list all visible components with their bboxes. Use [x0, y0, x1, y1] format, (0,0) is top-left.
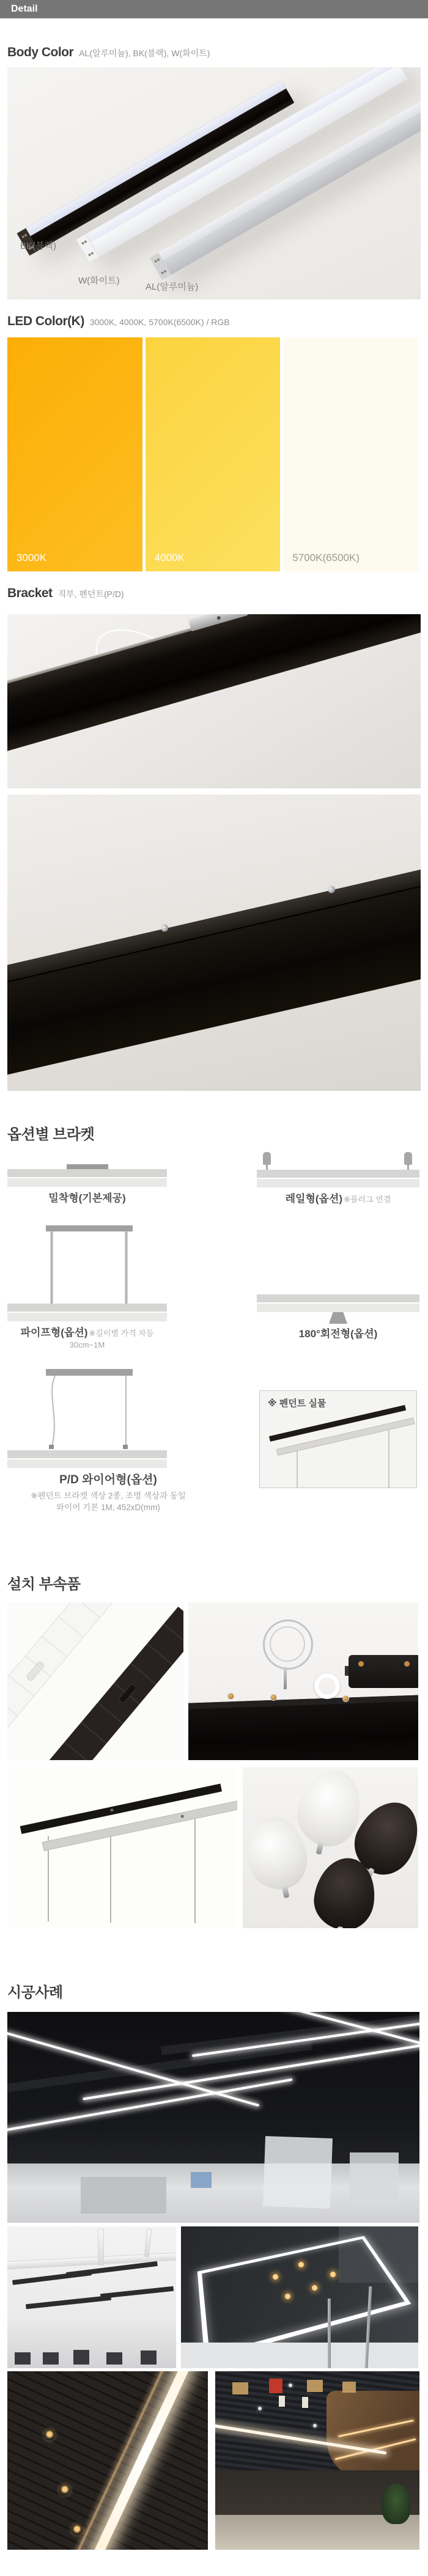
cases-heading — [7, 1980, 63, 2002]
diagram-label: 레일형(옵션) — [285, 1193, 343, 1205]
track-adapter — [349, 1655, 418, 1688]
wavy-wire — [46, 1376, 61, 1448]
downlight — [258, 2407, 262, 2410]
diagram-note-2: 30cm~1M — [69, 1340, 105, 1349]
black-fixture-back — [7, 858, 421, 1081]
accessory-photo-pendant-plates — [7, 1767, 237, 1928]
label-w: W(화이트) — [78, 276, 120, 286]
body-color-heading — [7, 45, 210, 60]
fixture-bar-top — [257, 1170, 419, 1178]
copper-screw — [270, 1694, 277, 1701]
swatch-label: 3000K — [17, 552, 47, 563]
menu-board — [302, 2397, 308, 2408]
fixture-bar-bottom — [7, 1313, 167, 1321]
detail-header-title: Detail — [11, 4, 38, 14]
diagram-pipe-type — [7, 1225, 167, 1354]
shelf-shape — [81, 2177, 166, 2214]
fixture-bar-bottom — [257, 1179, 419, 1187]
ceiling-mount-bar — [46, 1369, 133, 1376]
wire-anchor-pin — [284, 1667, 287, 1689]
white-wall — [181, 2343, 418, 2368]
case-photo-office-grid — [7, 2012, 419, 2223]
bracket-title: Bracket — [7, 586, 53, 600]
recessed-spotlight — [44, 2429, 55, 2440]
led-color-title: LED Color(K) — [7, 314, 84, 328]
case-photo-mall-corridor — [215, 2371, 419, 2550]
pd-note-1: ※펜던트 브라켓 색상 2종, 조명 색상과 동일 — [31, 1491, 186, 1500]
led-color-heading — [7, 314, 230, 329]
shelf-shape — [263, 2136, 333, 2209]
ceiling-pipe — [144, 2229, 152, 2258]
plug-icon — [263, 1152, 271, 1165]
plug-icon — [404, 1152, 412, 1165]
fixture-top-edge — [7, 614, 421, 695]
option-bracket-title: 옵션별 브라켓 — [7, 1126, 95, 1143]
black-fixture-body — [7, 614, 421, 757]
straight-wire — [125, 1376, 127, 1448]
downlight — [313, 2424, 317, 2427]
pd-note-2: 와이어 기본 1M, 452xD(mm) — [56, 1503, 160, 1512]
accessory-photo-canopies — [243, 1767, 418, 1928]
mount-screw — [327, 885, 336, 894]
linear-fixture — [26, 2295, 111, 2310]
downlight — [289, 2383, 292, 2387]
black-fixture-top — [188, 1695, 418, 1760]
wire-connector — [49, 1445, 54, 1449]
case-photo-led-frame — [181, 2226, 418, 2368]
pendant-wire — [297, 1451, 298, 1488]
shelf-shape — [191, 2172, 212, 2188]
diagram-pd-wire-type — [7, 1369, 209, 1513]
diagram-note: ※플러그 연결 — [344, 1195, 391, 1204]
shelf-shape — [350, 2152, 399, 2207]
pendant-wire — [388, 1426, 389, 1488]
desk-shape — [43, 2352, 59, 2365]
accessories-heading — [7, 1572, 81, 1593]
recessed-spotlight — [59, 2484, 70, 2495]
accessory-photo-rails — [7, 1602, 183, 1760]
mount-screw — [160, 923, 169, 932]
white-ring-part — [314, 1673, 340, 1699]
desk-shape — [106, 2352, 122, 2365]
led-color-subtitle: 3000K, 4000K, 5700K(6500K) / RGB — [89, 317, 230, 327]
bracket-heading — [7, 586, 124, 601]
bracket-photo-top — [7, 614, 421, 788]
diagram-note: ※길이별 가격 차등 — [89, 1329, 154, 1338]
case-photo-white-office — [7, 2226, 176, 2368]
plant — [382, 2484, 411, 2524]
option-bracket-heading — [7, 1122, 94, 1143]
mounting-plate — [188, 614, 248, 631]
pipe-rod — [50, 1231, 53, 1305]
body-color-title: Body Color — [7, 45, 74, 59]
swatch-label: 4000K — [154, 552, 185, 563]
desk-shape — [73, 2350, 89, 2365]
diagram-rail-type — [257, 1152, 419, 1210]
bracket-subtitle: 직부, 펜던트(P/D) — [57, 589, 124, 599]
case-photo-warm-strip — [7, 2371, 208, 2550]
fixture-bar-top — [7, 1450, 167, 1458]
recessed-spotlight — [72, 2524, 83, 2535]
ceiling-mount-bar — [46, 1225, 133, 1231]
linear-fixture — [100, 2286, 174, 2299]
label-bk: BK(블랙) — [20, 241, 56, 251]
hanging-wire-coil — [263, 1620, 313, 1670]
diagram-label: 밀착형(기본제공) — [48, 1192, 126, 1204]
shop-sign — [232, 2382, 248, 2394]
led-swatch-4000k — [146, 337, 281, 571]
support-pole — [328, 2299, 331, 2368]
shop-sign — [307, 2380, 323, 2392]
accessory-photo-hardware — [188, 1602, 418, 1760]
body-color-photo — [7, 67, 421, 299]
bracket-photo-bottom — [7, 794, 421, 1091]
desk-shape — [141, 2350, 157, 2365]
shop-sign-red — [269, 2379, 282, 2393]
diagram-label: P/D 와이어형(옵션) — [59, 1473, 157, 1486]
menu-board — [279, 2396, 285, 2407]
diagram-flush-type — [7, 1164, 167, 1210]
led-swatch-3000k — [7, 337, 142, 571]
pendant-wire — [194, 1810, 196, 1923]
wire-connector — [123, 1445, 128, 1449]
diagram-rotate-type — [257, 1294, 419, 1343]
shop-sign — [342, 2382, 356, 2393]
swatch-label: 5700K(6500K) — [292, 552, 360, 563]
ceiling-pipe — [98, 2229, 104, 2266]
diagram-label: 파이프형(옵션) — [20, 1327, 88, 1338]
copper-screw — [342, 1695, 349, 1702]
pendant-wire — [110, 1831, 111, 1923]
pendant-sample-box — [259, 1390, 417, 1488]
fixture-bar-top — [7, 1304, 167, 1312]
led-swatch-row — [7, 337, 418, 571]
cases-title: 시공사례 — [7, 1984, 63, 2001]
accessories-title: 설치 부속품 — [7, 1576, 81, 1593]
copper-screw — [227, 1693, 234, 1700]
desk-shape — [15, 2352, 31, 2365]
fixture-bar-bottom — [7, 1459, 167, 1468]
fixture-bar-top — [7, 1169, 167, 1177]
label-al: AL(알루미늄) — [146, 282, 199, 292]
fixture-bar-top — [257, 1294, 419, 1302]
detail-header-bar — [0, 0, 428, 18]
fixture-bar-bottom — [7, 1178, 167, 1187]
pipe-rod — [125, 1231, 128, 1305]
fixture-bar-bottom — [257, 1304, 419, 1312]
pendant-sample-label: ※ 펜던트 실물 — [268, 1398, 327, 1409]
diagram-label: 180°회전형(옵션) — [298, 1328, 378, 1340]
fixture-groove — [7, 873, 421, 993]
body-color-subtitle: AL(알루미늄), BK(블랙), W(화이트) — [79, 48, 210, 58]
swivel-bracket-shape — [329, 1312, 347, 1324]
led-swatch-5700k — [283, 337, 418, 571]
